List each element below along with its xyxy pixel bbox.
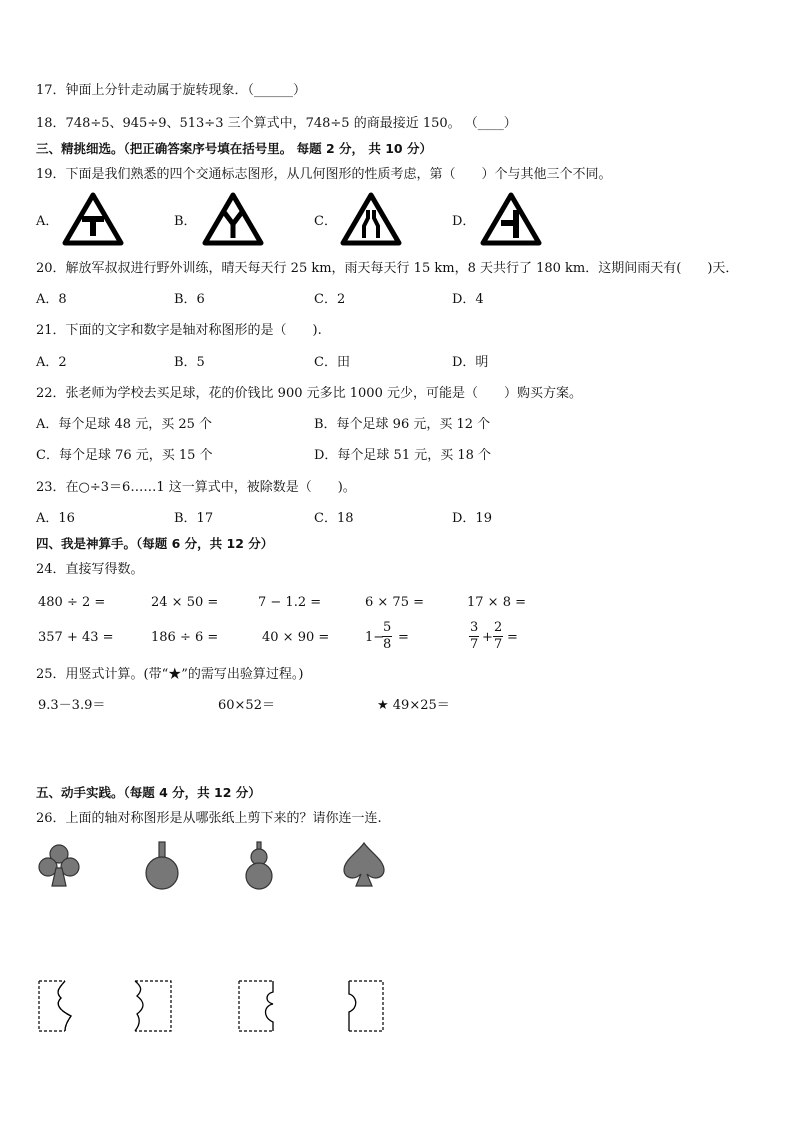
fraction-whole: 1− bbox=[365, 630, 385, 645]
fraction-denominator: 8 bbox=[383, 637, 392, 652]
q21-option-a: A．2 bbox=[36, 355, 67, 370]
folded-paper-c bbox=[237, 978, 279, 1034]
question-20: 20．解放军叔叔进行野外训练，晴天每天行 25 km，雨天每天行 15 km，8 天共行了 180 km．这期间雨天有( )天． bbox=[36, 261, 739, 276]
fraction-denominator: 7 bbox=[470, 637, 479, 652]
q19-option-c: C． bbox=[314, 214, 337, 229]
section-3-heading: 三、精挑细选。（把正确答案序号填在括号里。 每题 2 分， 共 10 分） bbox=[36, 141, 432, 156]
question-23: 23．在○÷3＝6……1 这一算式中，被除数是（ )。 bbox=[36, 480, 356, 495]
question-26: 26．上面的轴对称图形是从哪张纸上剪下来的？请你连一连. bbox=[36, 811, 382, 826]
q23-option-d: D．19 bbox=[452, 511, 492, 526]
vertical-calc-item: 9.3－3.9＝ bbox=[38, 698, 106, 713]
fraction-numerator: 5 bbox=[383, 620, 392, 635]
question-25: 25．用竖式计算。(带“★”的需写出验算过程。) bbox=[36, 667, 304, 682]
equals-sign: = bbox=[507, 630, 518, 645]
q20-option-a: A．8 bbox=[36, 292, 67, 307]
question-22: 22．张老师为学校去买足球，花的价钱比 900 元多比 1000 元少，可能是（ ）购买方案。 bbox=[36, 386, 582, 401]
q19-option-b: B． bbox=[174, 214, 197, 229]
folded-paper-d bbox=[345, 978, 387, 1034]
side-road-sign-icon bbox=[480, 192, 542, 246]
calc-item: 357 + 43 = bbox=[38, 630, 114, 645]
fraction-5-8 bbox=[382, 620, 392, 653]
fraction-numerator: 3 bbox=[470, 620, 479, 635]
road-narrows-sign-icon bbox=[340, 192, 402, 246]
calc-item: 186 ÷ 6 = bbox=[151, 630, 219, 645]
question-17: 17．钟面上分针走动属于旋转现象．（______） bbox=[36, 83, 307, 98]
t-junction-sign-icon bbox=[62, 192, 124, 246]
q23-option-b: B．17 bbox=[174, 511, 214, 526]
question-18: 18．748÷5、945÷9、513÷3 三个算式中，748÷5 的商最接近 150。 （____） bbox=[36, 116, 517, 131]
question-24: 24．直接写得数。 bbox=[36, 562, 144, 577]
calc-item: 480 ÷ 2 = bbox=[38, 595, 106, 610]
q23-option-c: C．18 bbox=[314, 511, 354, 526]
calc-item: 7 − 1.2 = bbox=[258, 595, 322, 610]
q21-option-c: C．田 bbox=[314, 355, 350, 370]
q20-option-b: B．6 bbox=[174, 292, 205, 307]
question-21: 21．下面的文字和数字是轴对称图形的是（ ). bbox=[36, 323, 322, 338]
calc-item: 17 × 8 = bbox=[467, 595, 526, 610]
folded-paper-a bbox=[37, 978, 79, 1034]
q20-option-c: C．2 bbox=[314, 292, 346, 307]
plus-sign: + bbox=[482, 630, 493, 645]
fraction-2-7 bbox=[493, 620, 503, 653]
calc-item: 40 × 90 = bbox=[262, 630, 330, 645]
spade-shape-icon bbox=[340, 840, 388, 890]
question-19: 19．下面是我们熟悉的四个交通标志图形，从几何图形的性质考虑，第（ ）个与其他三个不同。 bbox=[36, 167, 612, 182]
fraction-3-7 bbox=[469, 620, 479, 653]
equals-sign: = bbox=[398, 630, 409, 645]
q19-option-d: D． bbox=[452, 214, 476, 229]
q21-option-b: B．5 bbox=[174, 355, 205, 370]
calc-item: 24 × 50 = bbox=[151, 595, 219, 610]
q22-option-d: D．每个足球 51 元，买 18 个 bbox=[314, 448, 492, 463]
q19-option-a: A． bbox=[36, 214, 59, 229]
q22-option-b: B．每个足球 96 元，买 12 个 bbox=[314, 417, 491, 432]
section-4-heading: 四、我是神算手。（每题 6 分，共 12 分） bbox=[36, 536, 274, 551]
q22-option-a: A．每个足球 48 元，买 25 个 bbox=[36, 417, 213, 432]
q20-option-d: D．4 bbox=[452, 292, 484, 307]
club-shape-icon bbox=[36, 842, 82, 890]
calc-item: 6 × 75 = bbox=[365, 595, 424, 610]
folded-paper-b bbox=[133, 978, 175, 1034]
fraction-denominator: 7 bbox=[494, 637, 503, 652]
vertical-calc-item: ★ 49×25＝ bbox=[377, 698, 450, 713]
section-5-heading: 五、动手实践。（每题 4 分，共 12 分） bbox=[36, 785, 261, 800]
gourd-shape-icon bbox=[241, 840, 277, 892]
keyhole-shape-icon bbox=[141, 840, 183, 892]
y-junction-sign-icon bbox=[202, 192, 264, 246]
fraction-numerator: 2 bbox=[494, 620, 503, 635]
q23-option-a: A．16 bbox=[36, 511, 75, 526]
q22-option-c: C．每个足球 76 元，买 15 个 bbox=[36, 448, 213, 463]
q21-option-d: D．明 bbox=[452, 355, 489, 370]
vertical-calc-item: 60×52＝ bbox=[218, 698, 275, 713]
